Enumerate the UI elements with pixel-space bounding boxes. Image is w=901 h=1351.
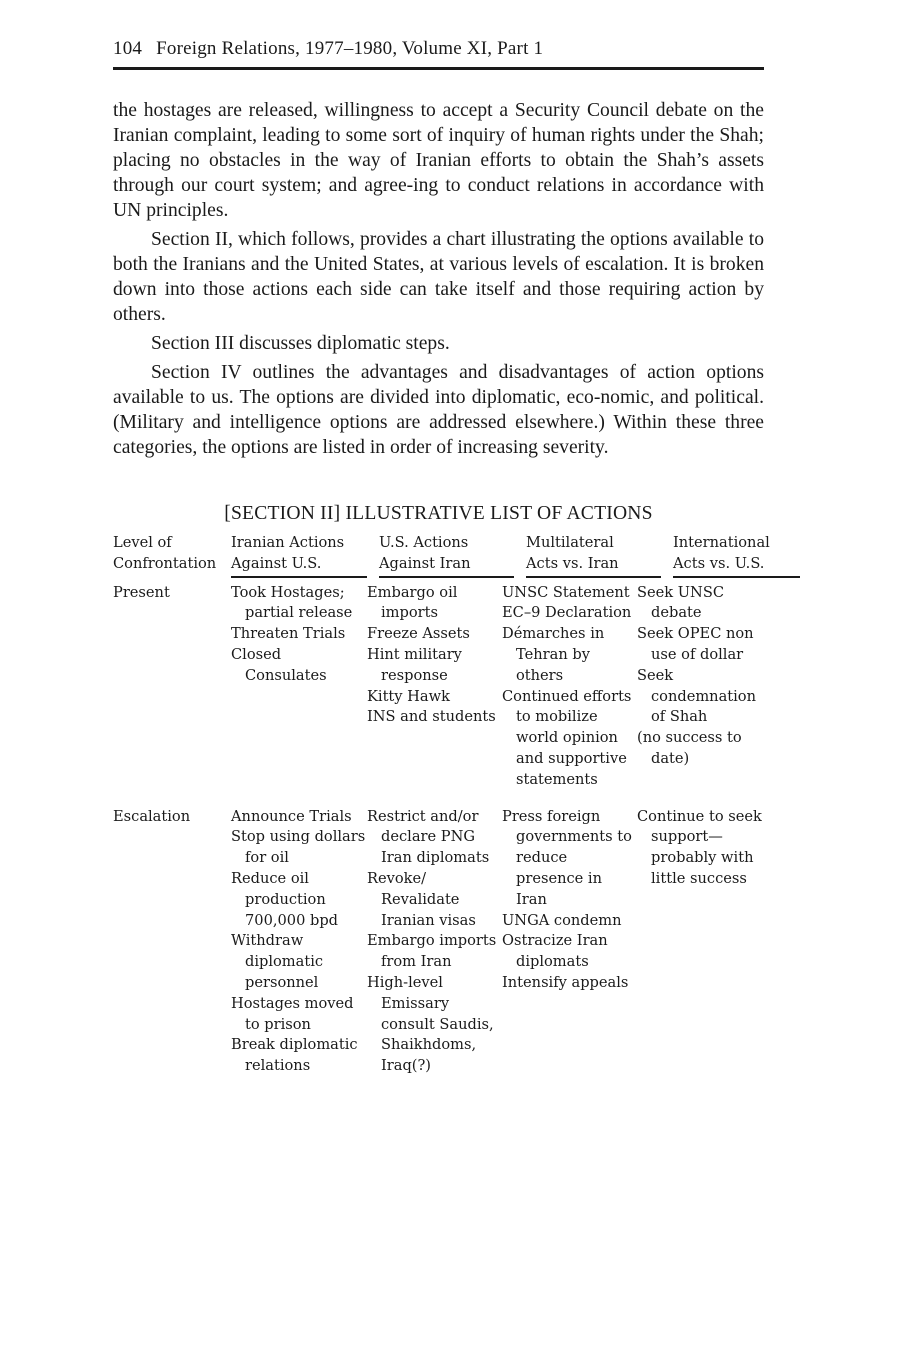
- list-item: Announce Trials: [231, 807, 352, 825]
- column-header-multilateral: Multilateral Acts vs. Iran: [526, 533, 661, 578]
- list-item: Continued efforts to mobilize world opinion and supportive statements: [502, 687, 632, 788]
- column-header-iranian-actions: Iranian Actions Against U.S.: [231, 533, 367, 578]
- paragraph: Section II, which follows, provides a chart illustrating the options available to both the Iranians and the United States, at various levels of escalation. It is broken down into those actions each side can take itself and those requiring action by others.: [113, 229, 764, 325]
- list-item: Hint military response: [367, 645, 462, 684]
- list-item: Embargo oil imports: [367, 583, 458, 622]
- list-item: Continue to seek support— probably with little success: [637, 807, 762, 887]
- column-header-us-actions: U.S. Actions Against Iran: [379, 533, 514, 578]
- list-item: Hostages moved to prison: [231, 994, 354, 1033]
- list-item: Withdraw diplomatic personnel: [231, 932, 324, 991]
- column-header-level: Level of Confrontation: [113, 534, 217, 572]
- list-item: High-level Emissary consult Saudis, Shaikhdoms, Iraq(?): [367, 973, 494, 1075]
- list-item: INS and students: [367, 708, 496, 726]
- international-cell: [637, 807, 764, 1077]
- list-item: UNGA condemn: [502, 911, 622, 929]
- international-cell: [637, 583, 764, 791]
- table-header-row: [113, 533, 770, 578]
- us-actions-cell: [367, 583, 502, 791]
- paragraph: the hostages are released, willingness to accept a Security Council debate on the Iranian complaint, leading to some sort of inquiry of human rights under the Shah; placing no obstacles in the way of Iranian efforts to obtain the Shah’s assets through our court system; and agree-ing to conduct relations in accordance with UN principles.: [113, 100, 764, 221]
- list-item: Stop using dollars for oil: [231, 828, 366, 867]
- body-text: [113, 98, 764, 464]
- list-item: Took Hostages; partial release: [231, 583, 353, 622]
- list-item: Seek condemnation of Shah: [637, 666, 756, 726]
- table-row: [113, 807, 764, 1077]
- list-item: Threaten Trials: [231, 625, 346, 643]
- multilateral-cell: [502, 807, 637, 1077]
- running-title: Foreign Relations, 1977–1980, Volume XI, Part 1: [156, 38, 544, 59]
- paragraph: Section IV outlines the advantages and disadvantages of action options available to us. The options are divided into diplomatic, eco-nomic, and political. (Military and intelligence options are addressed elsewhere.) Within these three categories, the options are listed in order of increasing severity.: [113, 362, 764, 458]
- section-title: [SECTION II] ILLUSTRATIVE LIST OF ACTIONS: [224, 503, 653, 524]
- list-item: Reduce oil production 700,000 bpd: [231, 869, 339, 929]
- level-cell: [113, 583, 231, 791]
- level-cell: [113, 807, 231, 1077]
- iranian-actions-cell: [231, 807, 367, 1077]
- actions-table: [113, 533, 770, 1077]
- list-item: Restrict and/or declare PNG Iran diplomats: [367, 807, 490, 867]
- list-item: Seek UNSC debate: [637, 583, 724, 622]
- iranian-actions-cell: [231, 583, 367, 791]
- list-item: Kitty Hawk: [367, 687, 450, 705]
- list-item: Embargo imports from Iran: [367, 932, 497, 971]
- list-item: UNSC Statement: [502, 583, 630, 601]
- list-item: Closed Consulates: [231, 645, 327, 684]
- page-number: 104: [113, 38, 143, 59]
- list-item: EC–9 Declaration: [502, 604, 632, 622]
- list-item: Seek OPEC non use of dollar: [637, 625, 754, 663]
- list-item: Freeze Assets: [367, 625, 470, 643]
- paragraph: Section III discusses diplomatic steps.: [151, 333, 450, 354]
- list-item: Press foreign governments to reduce presence in Iran: [502, 807, 632, 908]
- list-item: Revoke/ Revalidate Iranian visas: [367, 869, 476, 929]
- running-header: [113, 38, 764, 60]
- list-item: Break diplomatic relations: [231, 1036, 358, 1075]
- header-rule: [113, 67, 764, 70]
- multilateral-cell: [502, 583, 637, 791]
- list-item: Démarches in Tehran by others: [502, 625, 605, 684]
- list-item: Intensify appeals: [502, 973, 629, 991]
- level-label: Escalation: [113, 807, 191, 825]
- column-header-international: International Acts vs. U.S.: [673, 533, 800, 578]
- level-label: Present: [113, 583, 170, 601]
- us-actions-cell: [367, 807, 502, 1077]
- list-item: (no success to date): [637, 729, 742, 767]
- table-row: [113, 583, 764, 791]
- list-item: Ostracize Iran diplomats: [502, 932, 608, 971]
